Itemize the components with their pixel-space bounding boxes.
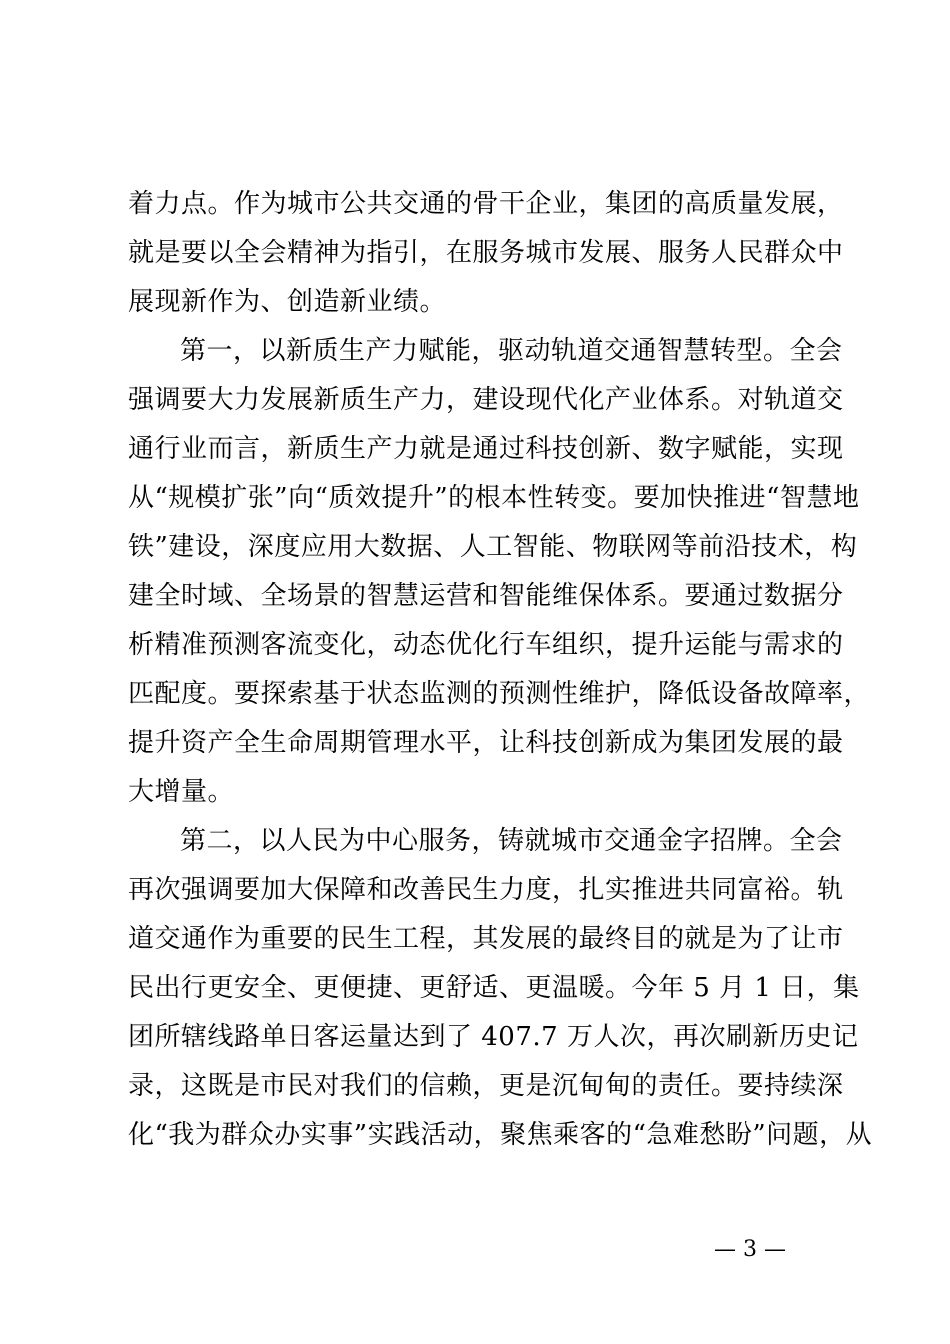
text-line: 团所辖线路单日客运量达到了 407.7 万人次，再次刷新历史记 bbox=[128, 1022, 859, 1052]
text-line: 铁”建设，深度应用大数据、人工智能、物联网等前沿技术，构 bbox=[128, 532, 858, 562]
paragraph-first-line: 第一，以新质生产力赋能，驱动轨道交通智慧转型。全会 bbox=[180, 336, 843, 366]
text-line: 录，这既是市民对我们的信赖，更是沉甸甸的责任。要持续深 bbox=[128, 1071, 844, 1101]
text-line: 民出行更安全、更便捷、更舒适、更温暖。今年 5 月 1 日，集 bbox=[128, 973, 860, 1003]
page-number: — 3 — bbox=[714, 1237, 786, 1262]
text-line: 通行业而言，新质生产力就是通过科技创新、数字赋能，实现 bbox=[128, 434, 844, 464]
body-text bbox=[128, 180, 873, 1160]
text-line: 强调要大力发展新质生产力，建设现代化产业体系。对轨道交 bbox=[128, 385, 844, 415]
text-line: 就是要以全会精神为指引，在服务城市发展、服务人民群众中 bbox=[128, 238, 844, 268]
text-line: 大增量。 bbox=[128, 777, 235, 807]
paragraph-first-line: 第二，以人民为中心服务，铸就城市交通金字招牌。全会 bbox=[180, 826, 843, 856]
text-line: 再次强调要加大保障和改善民生力度，扎实推进共同富裕。轨 bbox=[128, 875, 844, 905]
text-line: 从“规模扩张”向“质效提升”的根本性转变。要加快推进“智慧地 bbox=[128, 483, 860, 513]
text-line: 提升资产全生命周期管理水平，让科技创新成为集团发展的最 bbox=[128, 728, 844, 758]
text-line: 着力点。作为城市公共交通的骨干企业，集团的高质量发展， bbox=[128, 189, 844, 219]
text-line: 化“我为群众办实事”实践活动，聚焦乘客的“急难愁盼”问题，从 bbox=[128, 1120, 873, 1150]
text-line: 道交通作为重要的民生工程，其发展的最终目的就是为了让市 bbox=[128, 924, 844, 954]
text-line: 析精准预测客流变化，动态优化行车组织，提升运能与需求的 bbox=[128, 630, 844, 660]
text-line: 建全时域、全场景的智慧运营和智能维保体系。要通过数据分 bbox=[128, 581, 844, 611]
text-line: 展现新作为、创造新业绩。 bbox=[128, 287, 447, 317]
text-line: 匹配度。要探索基于状态监测的预测性维护，降低设备故障率， bbox=[128, 679, 871, 709]
